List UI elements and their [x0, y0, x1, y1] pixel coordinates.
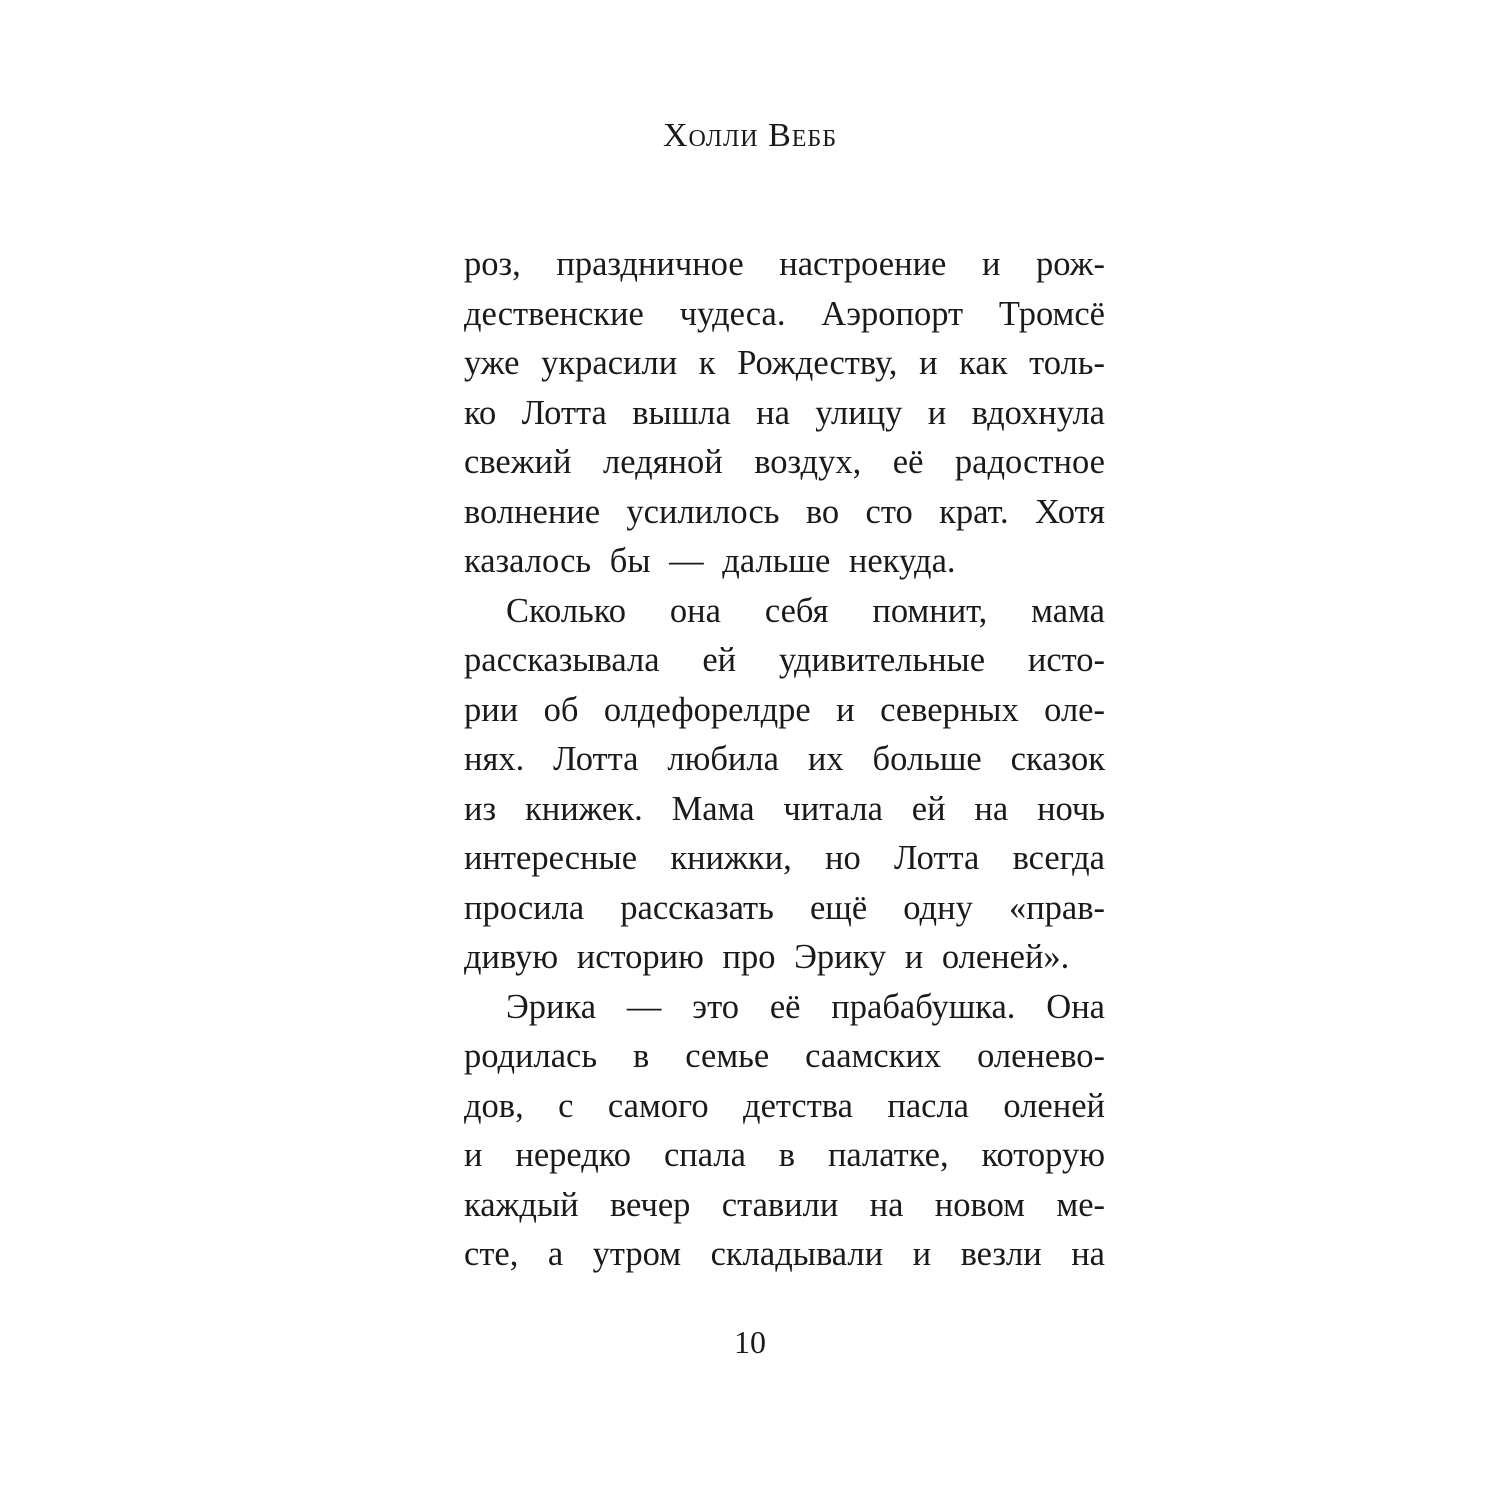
- text-line: казалось бы — дальше некуда.: [464, 542, 956, 580]
- text-line: родилась в семье саамских оленево-: [464, 1037, 1105, 1075]
- page-number: 10: [734, 1324, 766, 1360]
- text-line: сте, а утром складывали и везли на: [464, 1235, 1105, 1273]
- text-line: дивую историю про Эрику и оленей».: [464, 938, 1070, 976]
- text-line: ко Лотта вышла на улицу и вдохнула: [464, 393, 1105, 432]
- body-text: [464, 240, 1105, 1280]
- text-line: волнение усилилось во сто крат. Хотя: [464, 492, 1105, 531]
- text-line: рии об олдефорелдре и северных оле-: [464, 690, 1105, 729]
- text-line: Сколько она себя помнит, мама: [506, 591, 1105, 630]
- text-line: нях. Лотта любила их больше сказок: [464, 740, 1105, 778]
- text-line: Эрика — это её прабабушка. Она: [506, 987, 1105, 1026]
- text-line: роз, праздничное настроение и рож-: [464, 245, 1105, 283]
- text-line: интересные книжки, но Лотта всегда: [464, 839, 1105, 877]
- text-line: свежий ледяной воздух, её радостное: [464, 443, 1105, 481]
- text-line: из книжек. Мама читала ей на ночь: [464, 789, 1105, 828]
- text-line: и нередко спала в палатке, которую: [464, 1136, 1105, 1174]
- text-line: уже украсили к Рождеству, и как толь-: [464, 344, 1105, 382]
- text-line: рассказывала ей удивительные исто-: [464, 641, 1105, 679]
- text-line: каждый вечер ставили на новом ме-: [464, 1185, 1105, 1224]
- running-header-author: Холли Вебб: [663, 117, 837, 154]
- text-line: дов, с самого детства пасла оленей: [464, 1086, 1105, 1125]
- text-line: дественские чудеса. Аэропорт Тромсё: [464, 294, 1105, 333]
- text-line: просила рассказать ещё одну «прав-: [464, 888, 1105, 927]
